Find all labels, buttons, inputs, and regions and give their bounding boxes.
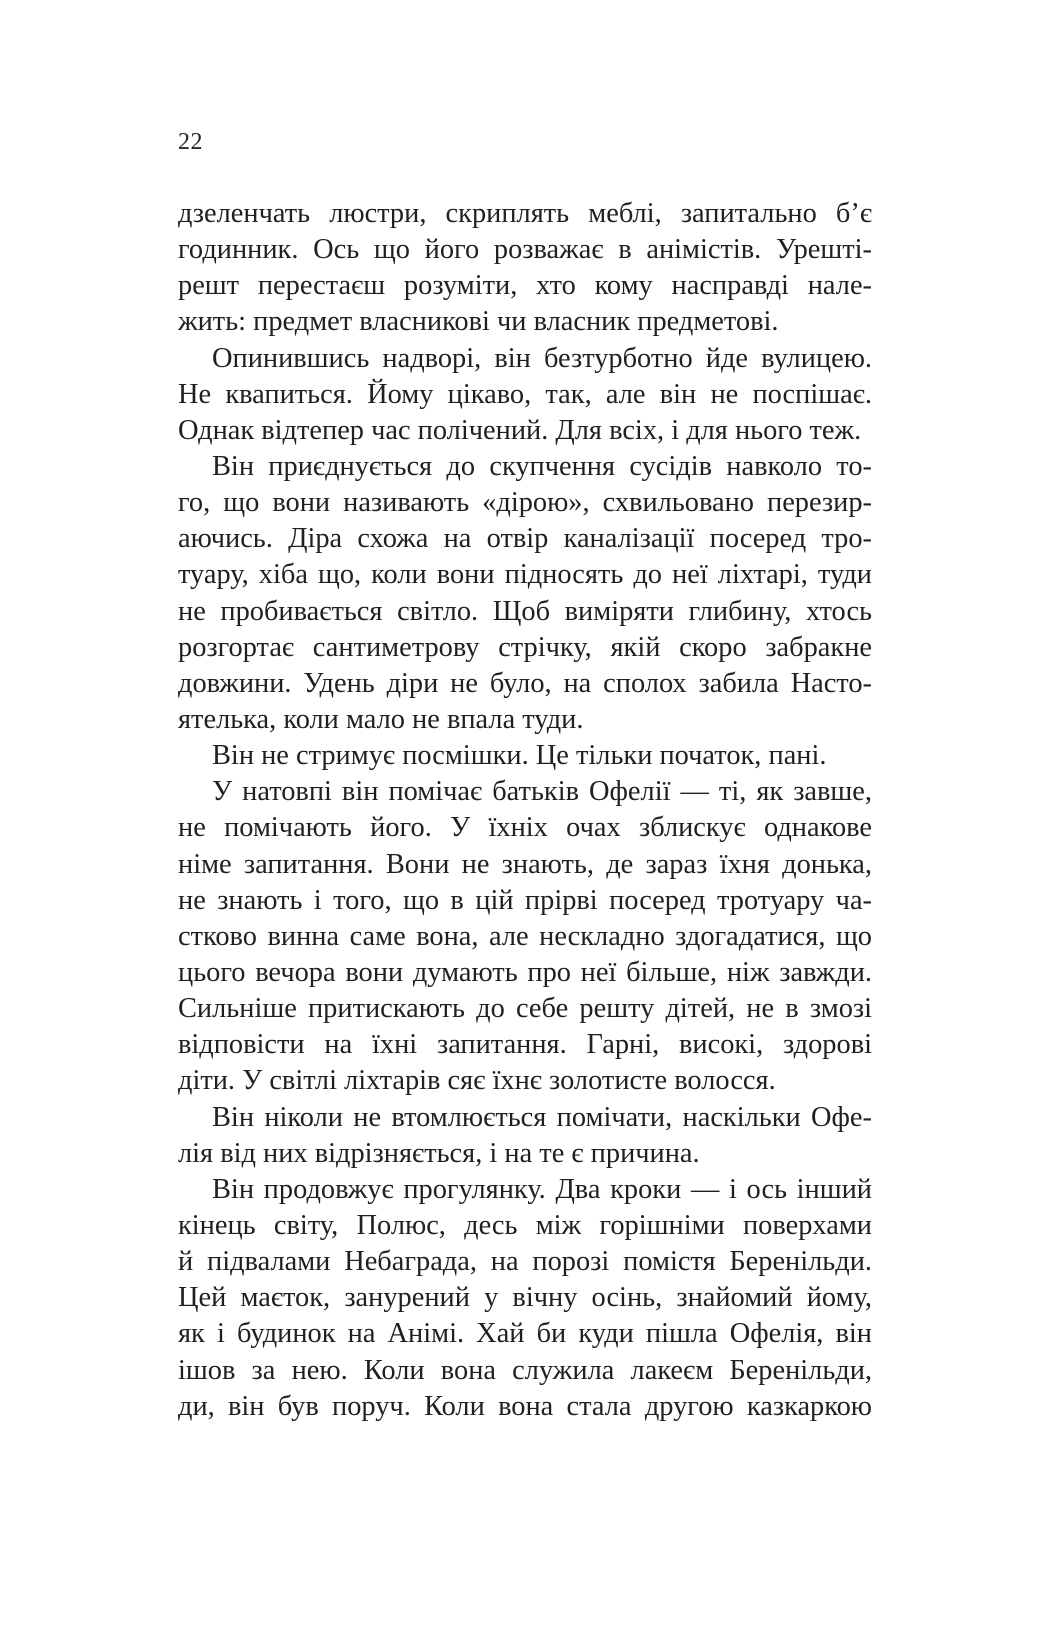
text-line: У натовпі він помічає батьків Офелії — ті, як завше, — [212, 776, 872, 808]
text-line: й підвалами Небаграда, на порозі помістя Беренільди. — [178, 1246, 872, 1278]
text-line: не знають і того, що в цій прірві посеред тротуару ча- — [178, 884, 872, 916]
text-line: лія від них відрізняється, і на те є причина. — [178, 1137, 700, 1169]
text-line: ішов за нею. Коли вона служила лакеєм Беренільди, — [178, 1354, 872, 1386]
text-line: аючись. Діра схожа на отвір каналізації посеред тро- — [178, 523, 872, 555]
text-line: кінець світу, Полюс, десь між горішніми поверхами — [178, 1209, 872, 1241]
text-line: німе запитання. Вони не знають, де зараз їхня донька, — [178, 848, 872, 880]
text-line: Не квапиться. Йому цікаво, так, але він не поспішає. — [178, 378, 872, 410]
text-line: Опинившись надворі, він безтурботно йде вулицею. — [212, 342, 872, 374]
text-line: Він не стримує посмішки. Це тільки початок, пані. — [212, 740, 827, 772]
text-line: не пробивається світло. Щоб виміряти глибину, хтось — [178, 595, 872, 627]
page-number: 22 — [178, 129, 203, 155]
text-line: як і будинок на Анімі. Хай би куди пішла Офелія, він — [178, 1318, 872, 1350]
text-line: Сильніше притискають до себе решту дітей, не в змозі — [178, 993, 872, 1025]
text-line: Цей маєток, занурений у вічну осінь, знайомий йому, — [178, 1282, 872, 1314]
text-line: го, що вони називають «дірою», схвильовано перезир- — [178, 487, 872, 519]
text-line: решт перестаєш розуміти, хто кому насправді нале- — [178, 270, 872, 302]
body-text — [178, 196, 872, 1576]
text-line: дзеленчать люстри, скриплять меблі, запитально б’є — [178, 198, 872, 229]
text-line: годинник. Ось що його розважає в анімістів. Урешті- — [178, 234, 872, 266]
text-line: жить: предмет власникові чи власник предметові. — [178, 306, 779, 338]
text-line: відповісти на їхні запитання. Гарні, високі, здорові — [178, 1029, 872, 1061]
text-line: Він ніколи не втомлюється помічати, наскільки Офе- — [212, 1101, 872, 1133]
text-line: стково винна саме вона, але нескладно здогадатися, що — [178, 920, 872, 952]
text-line: довжини. Удень діри не було, на сполох забила Насто- — [178, 667, 872, 699]
text-line: Він продовжує прогулянку. Два кроки — і ось інший — [212, 1173, 872, 1205]
text-line: діти. У світлі ліхтарів сяє їхнє золотисте волосся. — [178, 1065, 776, 1097]
text-line: Він приєднується до скупчення сусідів навколо то- — [212, 450, 872, 482]
text-line: ятелька, коли мало не впала туди. — [178, 703, 584, 735]
text-line: туару, хіба що, коли вони підносять до неї ліхтарі, туди — [178, 559, 872, 591]
text-line: розгортає сантиметрову стрічку, якій скоро забракне — [178, 631, 872, 663]
text-line: цього вечора вони думають про неї більше, ніж завжди. — [178, 956, 872, 988]
text-line: не помічають його. У їхніх очах зблискує однакове — [178, 812, 872, 844]
text-line: ди, він був поруч. Коли вона стала другою казкаркою — [178, 1390, 872, 1422]
text-line: Однак відтепер час полічений. Для всіх, і для нього теж. — [178, 414, 862, 446]
